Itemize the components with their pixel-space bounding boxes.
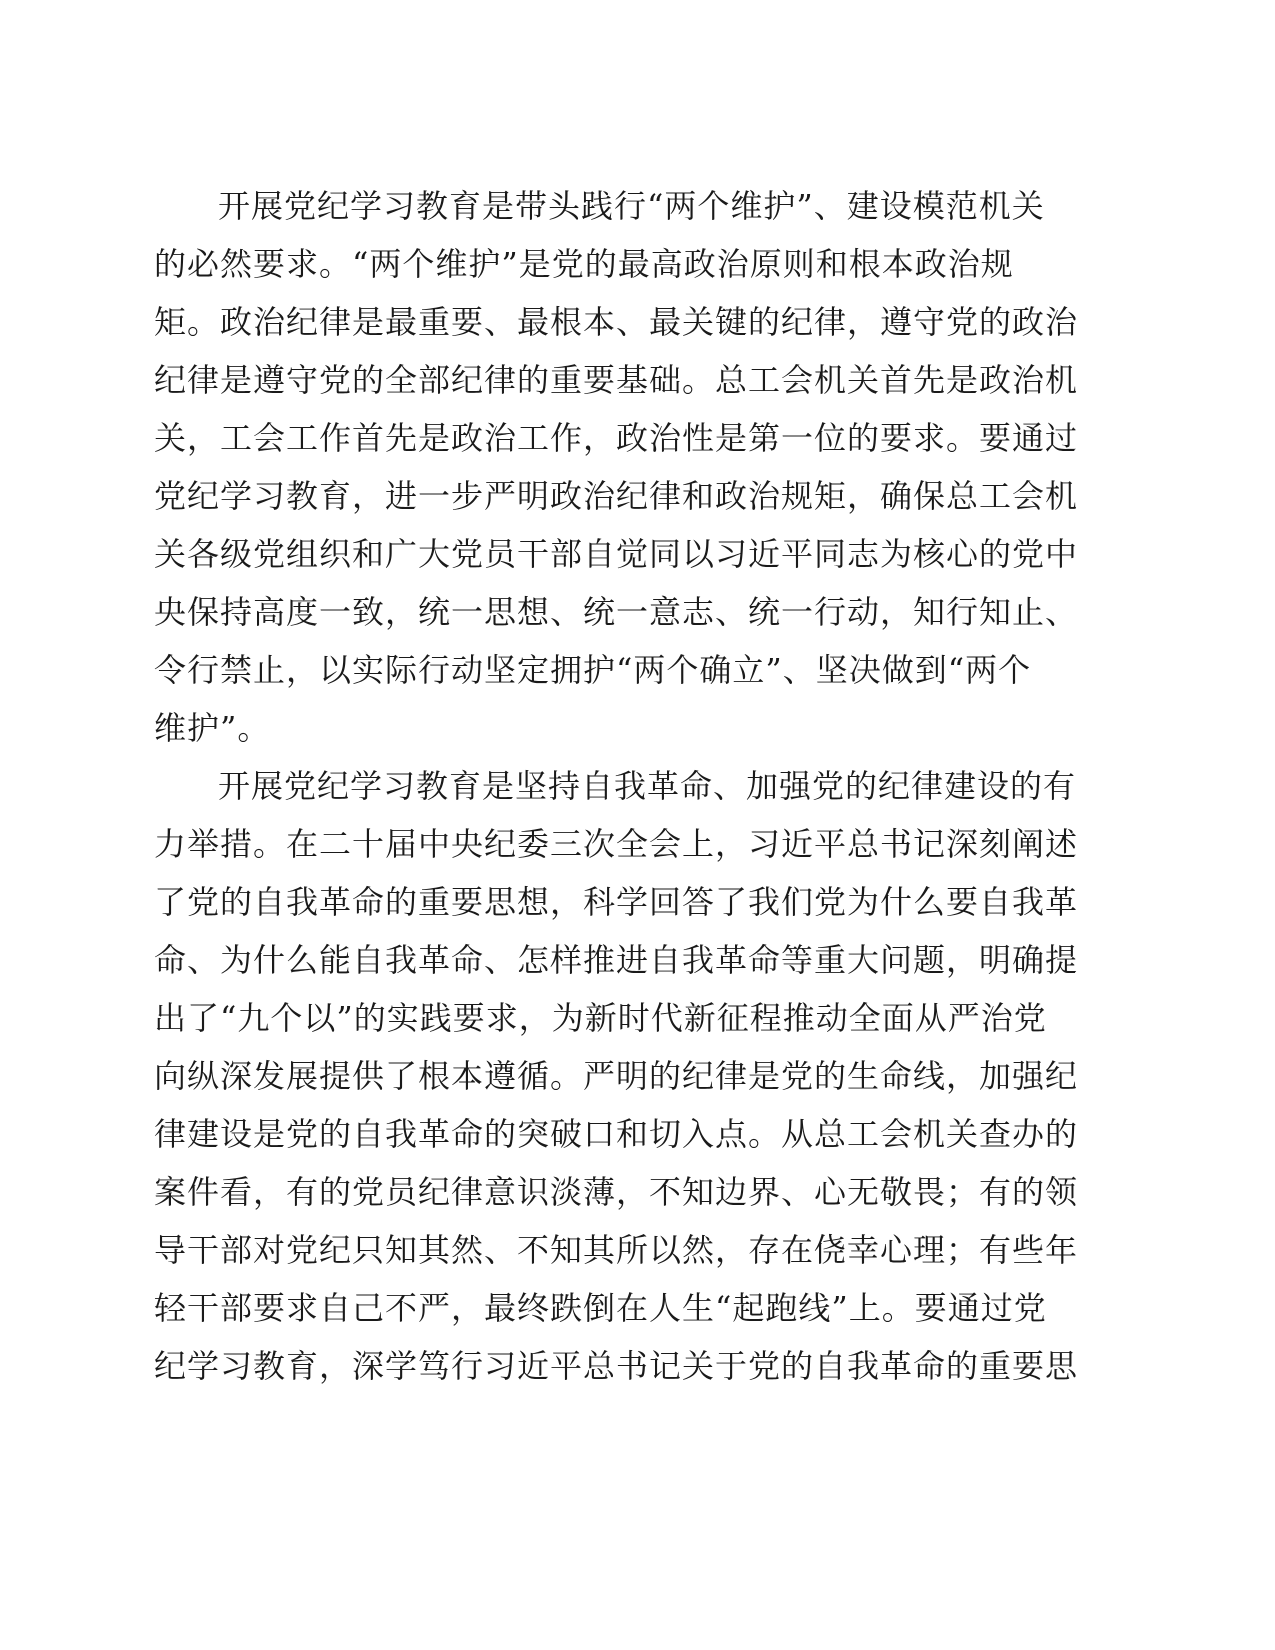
text-line: 轻干部要求自己不严，最终跌倒在人生“起跑线”上。要通过党 xyxy=(154,1289,1047,1327)
text-line: 案件看，有的党员纪律意识淡薄，不知边界、心无敬畏；有的领 xyxy=(154,1173,1079,1211)
text-line: 导干部对党纪只知其然、不知其所以然，存在侥幸心理；有些年 xyxy=(154,1231,1079,1269)
text-line: 开展党纪学习教育是坚持自我革命、加强党的纪律建设的有 xyxy=(218,767,1077,805)
text-line: 出了“九个以”的实践要求，为新时代新征程推动全面从严治党 xyxy=(154,999,1047,1037)
text-line: 关各级党组织和广大党员干部自觉同以习近平同志为核心的党中 xyxy=(154,535,1079,573)
text-line: 开展党纪学习教育是带头践行“两个维护”、建设模范机关 xyxy=(218,187,1045,225)
text-line: 了党的自我革命的重要思想，科学回答了我们党为什么要自我革 xyxy=(154,883,1079,921)
text-line: 力举措。在二十届中央纪委三次全会上，习近平总书记深刻阐述 xyxy=(154,825,1079,863)
text-line: 命、为什么能自我革命、怎样推进自我革命等重大问题，明确提 xyxy=(154,941,1079,979)
document-body xyxy=(154,177,1094,1395)
text-line: 央保持高度一致，统一思想、统一意志、统一行动，知行知止、 xyxy=(154,593,1079,631)
paragraph-2 xyxy=(154,757,1094,1395)
text-line: 律建设是党的自我革命的突破口和切入点。从总工会机关查办的 xyxy=(154,1115,1079,1153)
text-line: 的必然要求。“两个维护”是党的最高政治原则和根本政治规 xyxy=(154,245,1014,283)
text-line: 纪律是遵守党的全部纪律的重要基础。总工会机关首先是政治机 xyxy=(154,361,1079,399)
text-line: 党纪学习教育，进一步严明政治纪律和政治规矩，确保总工会机 xyxy=(154,477,1079,515)
text-line: 关，工会工作首先是政治工作，政治性是第一位的要求。要通过 xyxy=(154,419,1079,457)
text-line: 向纵深发展提供了根本遵循。严明的纪律是党的生命线，加强纪 xyxy=(154,1057,1079,1095)
text-line: 纪学习教育，深学笃行习近平总书记关于党的自我革命的重要思 xyxy=(154,1347,1079,1385)
text-line: 矩。政治纪律是最重要、最根本、最关键的纪律，遵守党的政治 xyxy=(154,303,1079,341)
text-line: 令行禁止，以实际行动坚定拥护“两个确立”、坚决做到“两个 xyxy=(154,651,1032,689)
paragraph-1 xyxy=(154,177,1094,757)
text-line: 维护”。 xyxy=(154,709,271,747)
